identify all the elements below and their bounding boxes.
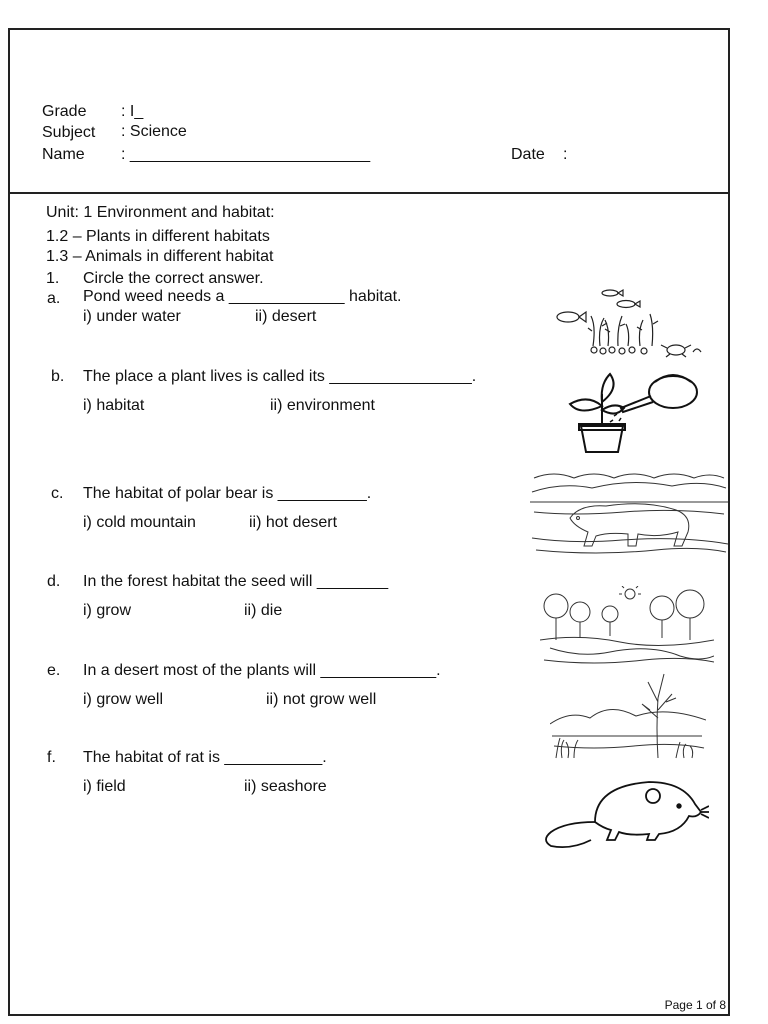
question-letter: a.: [47, 290, 61, 307]
date-field: :: [563, 146, 568, 163]
option-2: ii) hot desert: [249, 514, 338, 531]
option-2: ii) seashore: [244, 778, 327, 795]
option-2: ii) desert: [255, 308, 317, 325]
name-label: Name: [42, 146, 85, 163]
subject-value: : Science: [121, 123, 187, 140]
question-text: Pond weed needs a _____________ habitat.: [83, 288, 402, 305]
option-2: ii) not grow well: [266, 691, 377, 708]
question-text: In the forest habitat the seed will ________: [83, 573, 389, 590]
question-letter: f.: [47, 749, 56, 766]
instruction-number: 1.: [46, 270, 60, 287]
grade-label: Grade: [42, 103, 87, 120]
name-field: : ___________________________: [121, 146, 371, 163]
option-1: i) cold mountain: [83, 514, 196, 531]
subject-label: Subject: [42, 124, 96, 141]
option-1: i) under water: [83, 308, 181, 325]
plant-watering-image: [563, 368, 703, 458]
desert-image: [550, 668, 706, 760]
question-text: The place a plant lives is called its ________________.: [83, 368, 477, 385]
option-1: i) grow well: [83, 691, 164, 708]
header-divider: [8, 192, 730, 194]
unit-topic-2: 1.3 – Animals in different habitat: [46, 248, 274, 265]
polar-bear-image: [530, 466, 728, 558]
unit-topic-1: 1.2 – Plants in different habitats: [46, 228, 270, 245]
pond-image: [548, 286, 704, 358]
option-1: i) field: [83, 778, 126, 795]
option-1: i) grow: [83, 602, 132, 619]
question-letter: c.: [51, 485, 64, 502]
rat-image: [543, 774, 709, 850]
option-1: i) habitat: [83, 397, 145, 414]
option-2: ii) environment: [270, 397, 375, 414]
date-label: Date: [511, 146, 545, 163]
option-2: ii) die: [244, 602, 283, 619]
question-text: The habitat of rat is ___________.: [83, 749, 327, 766]
instruction-text: Circle the correct answer.: [83, 270, 264, 287]
question-letter: d.: [47, 573, 61, 590]
question-text: The habitat of polar bear is __________.: [83, 485, 372, 502]
grade-value: : I_: [121, 103, 144, 120]
unit-title: Unit: 1 Environment and habitat:: [46, 204, 275, 221]
question-letter: b.: [51, 368, 65, 385]
page-number: Page 1 of 8: [664, 998, 726, 1012]
question-letter: e.: [47, 662, 61, 679]
question-text: In a desert most of the plants will _____________.: [83, 662, 441, 679]
forest-image: [540, 586, 714, 666]
